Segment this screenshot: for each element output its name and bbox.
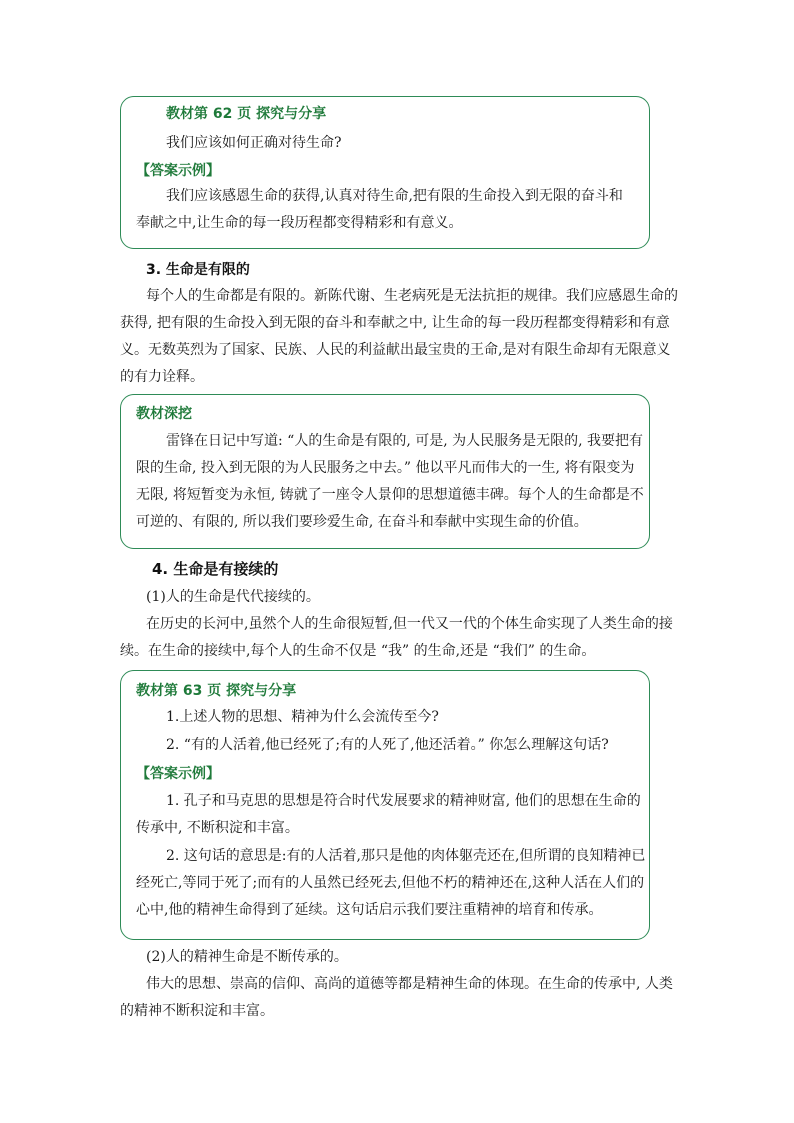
answer-line: 心中,他的精神生命得到了延续。这句话启示我们要注重精神的培育和传承。 [136,902,603,918]
paragraph-line: 续。在生命的接续中,每个人的生命不仅是 “我” 的生命,还是 “我们” 的生命。 [120,643,596,659]
paragraph-line: 每个人的生命都是有限的。新陈代谢、生老病死是无法抗拒的规律。我们应感恩生命的 [146,288,678,304]
paragraph-line: 伟大的思想、崇高的信仰、高尚的道德等都是精神生命的体现。在生命的传承中, 人类 [146,976,673,992]
paragraph-line: 在历史的长河中,虽然个人的生命很短暂,但一代又一代的个体生命实现了人类生命的接 [146,616,673,632]
answer-line: 2. 这句话的意思是:有的人活着,那只是他的肉体躯壳还在,但所谓的良知精神已 [166,848,646,864]
box-title-p63: 教材第 63 页 探究与分享 [136,683,297,699]
box-line: 限的生命, 投入到无限的为人民服务之中去。” 他以平凡而伟大的一生, 将有限变为 [136,460,635,476]
box-title-dig: 教材深挖 [136,406,192,422]
question-1: 1.上述人物的思想、精神为什么会流传至今? [166,709,439,725]
section-heading-4: 4. 生命是有接续的 [152,560,279,578]
paragraph-line: 义。无数英烈为了国家、民族、人民的利益献出最宝贵的王命,是对有限生命却有无限意义 [120,342,671,358]
paragraph-line: 的精神不断积淀和丰富。 [120,1003,274,1019]
subheading-1: (1)人的生命是代代接续的。 [146,589,320,605]
section-heading-3: 3. 生命是有限的 [146,262,250,278]
box-line: 无限, 将短暂变为永恒, 铸就了一座令人景仰的思想道德丰碑。每个人的生命都是不 [136,487,644,503]
answer-line: 经死亡,等同于死了;而有的人虽然已经死去,但他不朽的精神还在,这种人活在人们的 [136,875,645,891]
answer-line: 传承中, 不断积淀和丰富。 [136,820,299,836]
box-title-p62: 教材第 62 页 探究与分享 [166,106,327,122]
subheading-2: (2)人的精神生命是不断传承的。 [146,949,348,965]
question-2: 2. “有的人活着,他已经死了;有的人死了,他还活着。” 你怎么理解这句话? [166,737,609,753]
answer-line: 奉献之中,让生命的每一段历程都变得精彩和有意义。 [136,215,463,231]
box-line: 可逆的、有限的, 所以我们要珍爱生命, 在奋斗和奉献中实现生命的价值。 [136,514,588,530]
paragraph-line: 的有力诠释。 [120,369,204,385]
answer-label: 【答案示例】 [136,163,220,179]
answer-line: 1. 孔子和马克思的思想是符合时代发展要求的精神财富, 他们的思想在生命的 [166,793,641,809]
answer-line: 我们应该感恩生命的获得,认真对待生命,把有限的生命投入到无限的奋斗和 [166,188,623,204]
paragraph-line: 获得, 把有限的生命投入到无限的奋斗和奉献之中, 让生命的每一段历程都变得精彩和有意 [120,315,670,331]
box-question: 我们应该如何正确对待生命? [166,135,342,151]
box-line: 雷锋在日记中写道: “人的生命是有限的, 可是, 为人民服务是无限的, 我要把有 [166,433,644,449]
answer-label: 【答案示例】 [136,766,220,782]
